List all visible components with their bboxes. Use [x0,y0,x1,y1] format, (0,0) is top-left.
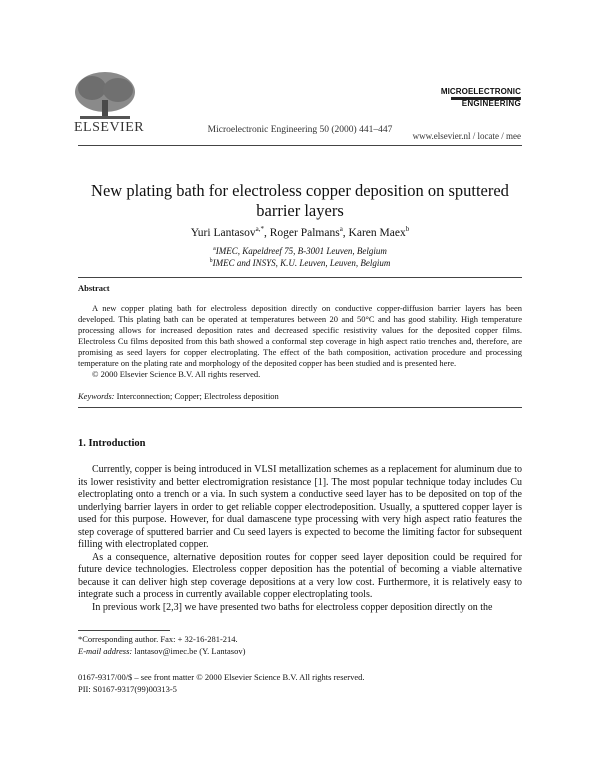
author-marker: a [339,225,343,233]
author-marker: b [405,225,410,233]
journal-brand-top: MICROELECTRONIC [440,87,521,96]
affiliation-marker: b [209,258,213,264]
abstract-copyright: © 2000 Elsevier Science B.V. All rights reserved. [92,369,261,379]
paragraph: As a consequence, alternative deposition routes for copper seed layer deposition could be required for future device technologies. Electroless copper deposition has the potential of becoming a viable alternative because it can deliver high step coverage depositions at a very low cost. Furthermore, it is relatively easy to integrate such a process in currently available copper electroplating tools. [78,551,522,600]
affiliation-marker: a [213,246,216,252]
abstract-text: A new copper plating bath for electroless deposition directly on conductive copper-diffusion barrier layers has been developed. This plating bath can be operated at temperatures between 20 and 50°C and has good stability. High temperature processing allows for increased deposition rates and decreased specific resistivity values for the deposited copper films. Electroless Cu films deposited from this bath showed a conformal step coverage in high aspect ratio trenches and, therefore, are promising as seed layers for copper electroplating. The effect of the bath composition, activation procedure and processing temperature on the plating rate and morphology of the deposited copper has been studied and is presented here. [78,303,522,368]
header-rule [78,145,522,146]
email-label: E-mail address: [78,646,133,656]
author-name: Karen Maex [348,226,406,239]
journal-citation: Microelectronic Engineering 50 (2000) 441–447 [207,125,393,135]
author-name: Roger Palmans [269,226,340,239]
keywords-list: Interconnection; Copper; Electroless deposition [116,391,279,401]
pii-line: PII: S0167-9317(99)00313-5 [78,684,177,694]
affiliation [0,258,600,268]
abstract-bottom-rule [78,407,522,408]
abstract-heading: Abstract [78,283,110,293]
author-list: Yuri Lantasov$^{a,*}$, Roger Palmans$^a$, Karen Maex$^b$ [190,225,410,239]
paragraph: In previous work [2,3] we have presented two baths for electroless copper deposition directly on the [92,601,493,613]
journal-brand [441,88,521,108]
keywords-label: Keywords: [78,391,115,401]
paragraph: Currently, copper is being introduced in VLSI metallization schemes as a replacement for aluminum due to its lower resistivity and better electromigration resistance [1]. The most popular technique today includes Cu electroplating onto a trench or a via. In such system a conductive seed layer has to be deposited on top of the underlying barrier layers in order to get reliable copper electrodeposition. Usually, a sputtered copper layer is used for this purpose. However, for dual damascene type processing with very high aspect ratio features the step coverage of sputtered barrier and Cu seed layers is expected to become the limiting factor for subsequent filling with electroplated copper. [78,464,522,550]
author-name: Yuri Lantasov [190,226,256,239]
affiliation-text: IMEC and INSYS, K.U. Leuven, Leuven, Belgium [212,258,391,268]
keywords [78,391,279,401]
front-matter-line: 0167-9317/00/$ – see front matter © 2000 Elsevier Science B.V. All rights reserved. [78,672,365,682]
affiliation [0,246,600,256]
footnote-rule [78,630,170,631]
email-address: lantasov@imec.be (Y. Lantasov) [134,646,246,656]
section-heading: 1. Introduction [78,438,146,449]
author-marker: a,* [255,225,264,233]
journal-url: www.elsevier.nl / locate / mee [412,131,521,141]
publisher-name: ELSEVIER [74,120,145,135]
journal-brand-bottom: ENGINEERING [461,99,521,108]
affiliation-text: IMEC, Kapeldreef 75, B-3001 Leuven, Belgium [215,246,387,256]
abstract-top-rule [78,277,522,278]
body-text [78,464,522,614]
email-note [78,646,245,656]
paper-title: New plating bath for electroless copper deposition on sputtered barrier layers [91,181,509,220]
corresponding-author-note: *Corresponding author. Fax: + 32-16-281-214. [78,634,238,644]
